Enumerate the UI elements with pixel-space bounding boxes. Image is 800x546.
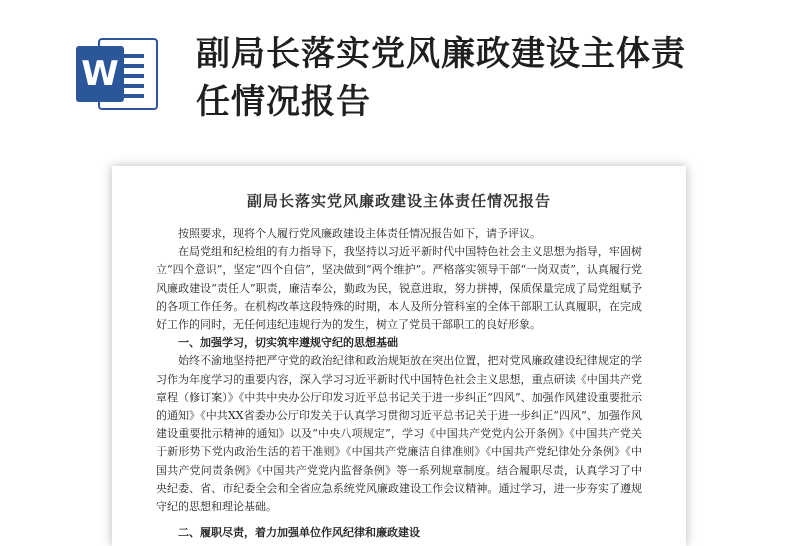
paragraph-intro: 按照要求，现将个人履行党风廉政建设主体责任情况报告如下，请予评议。 — [178, 227, 541, 240]
section-heading-2: 二、履职尽责，着力加强单位作风纪律和廉政建设 — [178, 526, 420, 540]
document-page — [112, 166, 686, 546]
word-icon — [76, 34, 162, 114]
paragraph-section-1: 始终不渝地坚持把严守党的政治纪律和政治规矩放在突出位置，把对党风廉政建设纪律规定的学习作为年度学习的重要内容，深入学习习近平新时代中国特色社会主义思想，重点研读《中国共产党章程（修订案）》《中共中央办公厅印发习近平总书记关于进一步纠正“四风”、加强作风建设重要批示的通知》《中共XX省委办公厅印发关于认真学习贯彻习近平总书记关于进一步纠正“四风”、加强作风建设重要批示精神的通知》以及“中央八项规定”，学习《中国共产党党内公开条例》《中国共产党关于新形势下党内政治生活的若干准则》《中国共产党廉洁自律准则》《中国共产党纪律处分条例》《中国共产党问责条例》《中国共产党党内监督条例》等一系列规章制度。结合履职尽责，认真学习了中央纪委、省、市纪委全会和全省应急系统党风廉政建设工作会议精神。通过学习，进一步夯实了遵规守纪的思想和理论基础。 — [156, 354, 642, 514]
section-heading-1: 一、加强学习，切实筑牢遵规守纪的思想基础 — [178, 336, 398, 350]
page-title: 副局长落实党风廉政建设主体责任情况报告 — [196, 34, 686, 122]
document-body — [156, 166, 642, 542]
header-banner — [0, 0, 800, 150]
word-badge: W — [76, 46, 124, 102]
document-title: 副局长落实党风廉政建设主体责任情况报告 — [246, 192, 551, 210]
paragraph-overview: 在局党组和纪检组的有力指导下，我坚持以习近平新时代中国特色社会主义思想为指导，牢固树立“四个意识”，坚定“四个自信”，坚决做到“两个维护”。严格落实领导干部“一岗双责”，认真履行党风廉政建设“责任人”职责，廉洁奉公，勤政为民，锐意进取，努力拼搏，保质保量完成了局党组赋予的各项工作任务。在机构改革这段特殊的时期，本人及所分管科室的全体干部职工认真履职，在完成好工作的同时，无任何违纪违规行为的发生，树立了党员干部职工的良好形象。 — [156, 245, 642, 332]
